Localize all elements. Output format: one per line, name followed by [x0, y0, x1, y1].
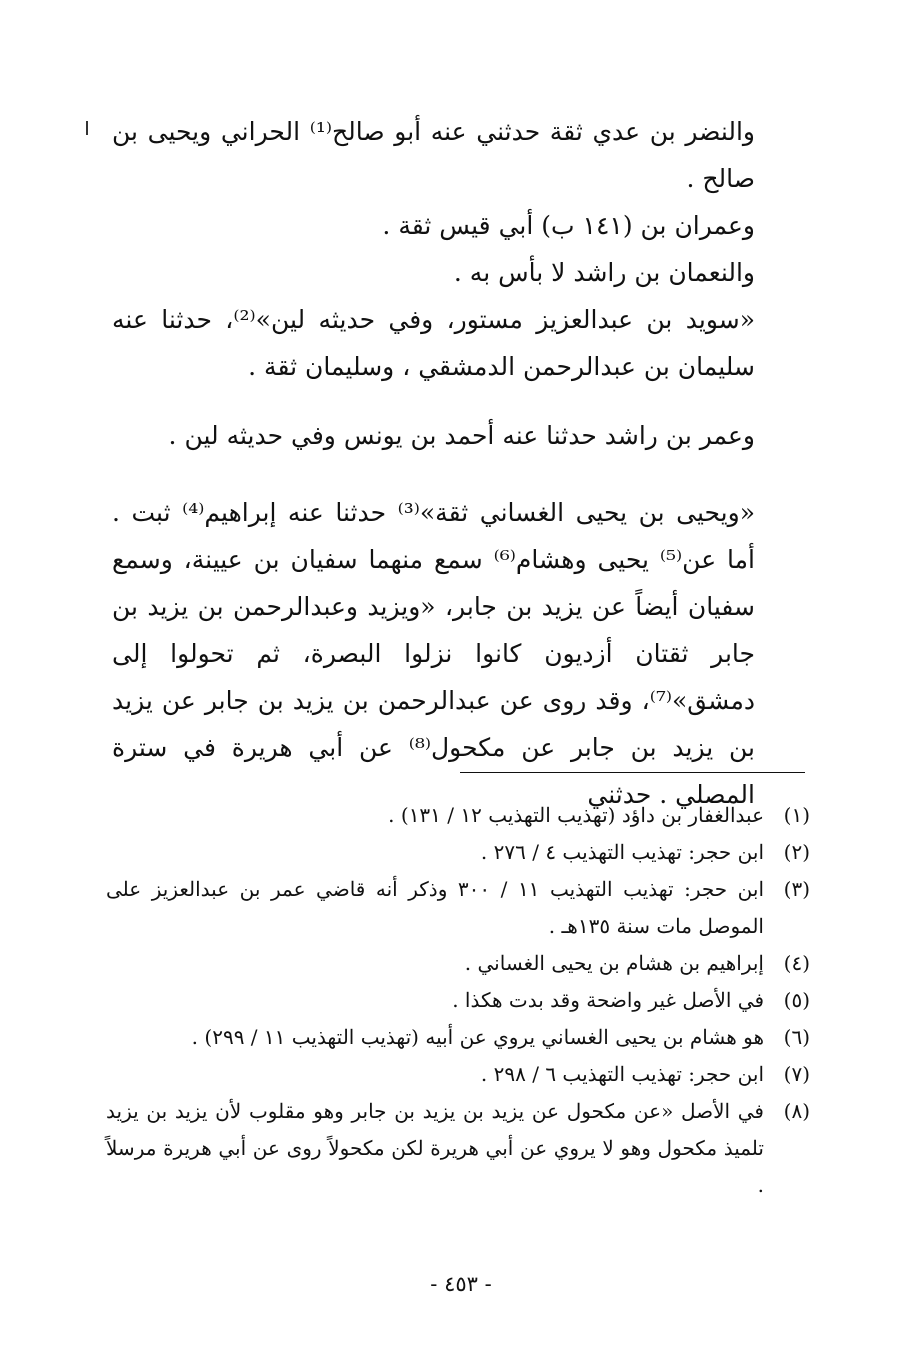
page-number: - ٤٥٣ -: [430, 1272, 492, 1296]
paragraph-gap: [112, 390, 810, 412]
footnote-text: ابن حجر: تهذيب التهذيب ٤ / ٢٧٦ .: [480, 840, 764, 864]
footnote-text: ابن حجر: تهذيب التهذيب ٦ / ٢٩٨ .: [480, 1062, 764, 1086]
paragraph: والنضر بن عدي ثقة حدثني عنه أبو صالح⁽¹⁾ الحراني ويحيى بن صالح .: [112, 117, 755, 193]
paragraph: وعمر بن راشد حدثنا عنه أحمد بن يونس وفي حديثه لين .: [168, 421, 755, 450]
footnote-number: (٨): [783, 1099, 810, 1123]
main-text: [112, 108, 810, 818]
paragraph: «سويد بن عبدالعزيز مستور، وفي حديثه لين»⁽²⁾، حدثنا عنه سليمان بن عبدالرحمن الدمشقي ، وسليمان ثقة .: [112, 305, 755, 381]
footnote: [106, 1093, 810, 1204]
margin-mark: [86, 121, 88, 135]
footnote-number: (٧): [783, 1062, 810, 1086]
footnote: [106, 945, 810, 982]
paragraph: والنعمان بن راشد لا بأس به .: [453, 258, 755, 287]
paragraph: «ويحيى بن يحيى الغساني ثقة»⁽³⁾ حدثنا عنه إبراهيم⁽⁴⁾ ثبت . أما عن⁽⁵⁾ يحيى وهشام⁽⁶⁾ سمع منهما سفيان بن عيينة، وسمع سفيان أيضاً عن يزيد بن جابر، «ويزيد وعبدالرحمن بن يزيد بن جابر ثقتان أزديون كانوا نزلوا البصرة، ثم تحولوا إلى دمشق»⁽⁷⁾، وقد روى عن عبدالرحمن بن يزيد بن جابر عن يزيد بن يزيد بن جابر عن مكحول⁽⁸⁾ عن أبي هريرة في سترة المصلي . حدثني: [112, 498, 755, 809]
footnote-separator: [460, 772, 805, 773]
footnote: [106, 871, 810, 945]
footnote-number: (١): [783, 803, 810, 827]
footnote: [106, 1019, 810, 1056]
footnote: [106, 1056, 810, 1093]
footnote-number: (٤): [783, 951, 810, 975]
footnote-text: عبدالغفار بن داؤد (تهذيب التهذيب ١٢ / ١٣١) .: [388, 803, 764, 827]
footnote: [106, 982, 810, 1019]
footnote-number: (٢): [783, 840, 810, 864]
footnote-number: (٣): [783, 877, 810, 901]
paragraph-gap: [112, 459, 810, 489]
footnote-text: في الأصل «عن مكحول عن يزيد بن يزيد بن جابر وهو مقلوب لأن يزيد بن يزيد تلميذ مكحول وهو لا يروي عن أبي هريرة لكن مكحولاً روى عن أبي هريرة مرسلاً .: [106, 1099, 764, 1197]
footnote: [106, 797, 810, 834]
footnote-text: في الأصل غير واضحة وقد بدت هكذا .: [452, 988, 764, 1012]
footnotes: [106, 797, 810, 1204]
footnote-number: (٥): [783, 988, 810, 1012]
footnote-text: إبراهيم بن هشام بن يحيى الغساني .: [464, 951, 764, 975]
footnote-number: (٦): [783, 1025, 810, 1049]
paragraph: وعمران بن (١٤١ ب) أبي قيس ثقة .: [382, 211, 755, 240]
footnote-text: ابن حجر: تهذيب التهذيب ١١ / ٣٠٠ وذكر أنه قاضي عمر بن عبدالعزيز على الموصل مات سنة ١٣٥هـ .: [106, 877, 765, 938]
footnote: [106, 834, 810, 871]
footnote-text: هو هشام بن يحيى الغساني يروي عن أبيه (تهذيب التهذيب ١١ / ٢٩٩) .: [191, 1025, 764, 1049]
